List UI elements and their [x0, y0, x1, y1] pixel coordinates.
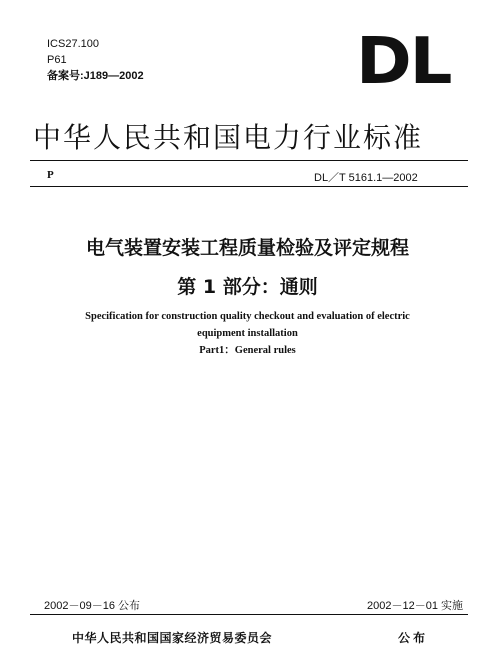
chinese-title-line-1: 电气装置安装工程质量检验及评定规程	[85, 237, 409, 259]
standard-title: 中华人民共和国电力行业标准	[33, 121, 424, 154]
record-number: 备案号:J189—2002	[47, 70, 144, 82]
english-title-line-3: Part1：General rules	[199, 345, 296, 356]
header-divider	[30, 160, 468, 161]
standard-number: DL／T 5161.1—2002	[314, 172, 418, 184]
issue-date: 2002－09－16 公布	[44, 600, 140, 612]
dl-logo: DL	[356, 25, 451, 99]
effective-date: 2002－12－01 实施	[367, 600, 463, 612]
english-title-line-2: equipment installation	[197, 328, 298, 339]
class-code: P	[47, 169, 54, 181]
english-title-line-1: Specification for construction quality checkout and evaluation of electric	[85, 311, 410, 322]
number-divider	[30, 186, 468, 187]
classification-code: P61	[47, 54, 67, 66]
footer-divider	[30, 614, 468, 615]
issuing-authority: 中华人民共和国国家经济贸易委员会	[72, 631, 273, 645]
publish-label: 公布	[398, 631, 429, 645]
ics-code: ICS27.100	[47, 38, 99, 50]
chinese-title-line-2: 第 1 部分：通则	[177, 276, 318, 298]
